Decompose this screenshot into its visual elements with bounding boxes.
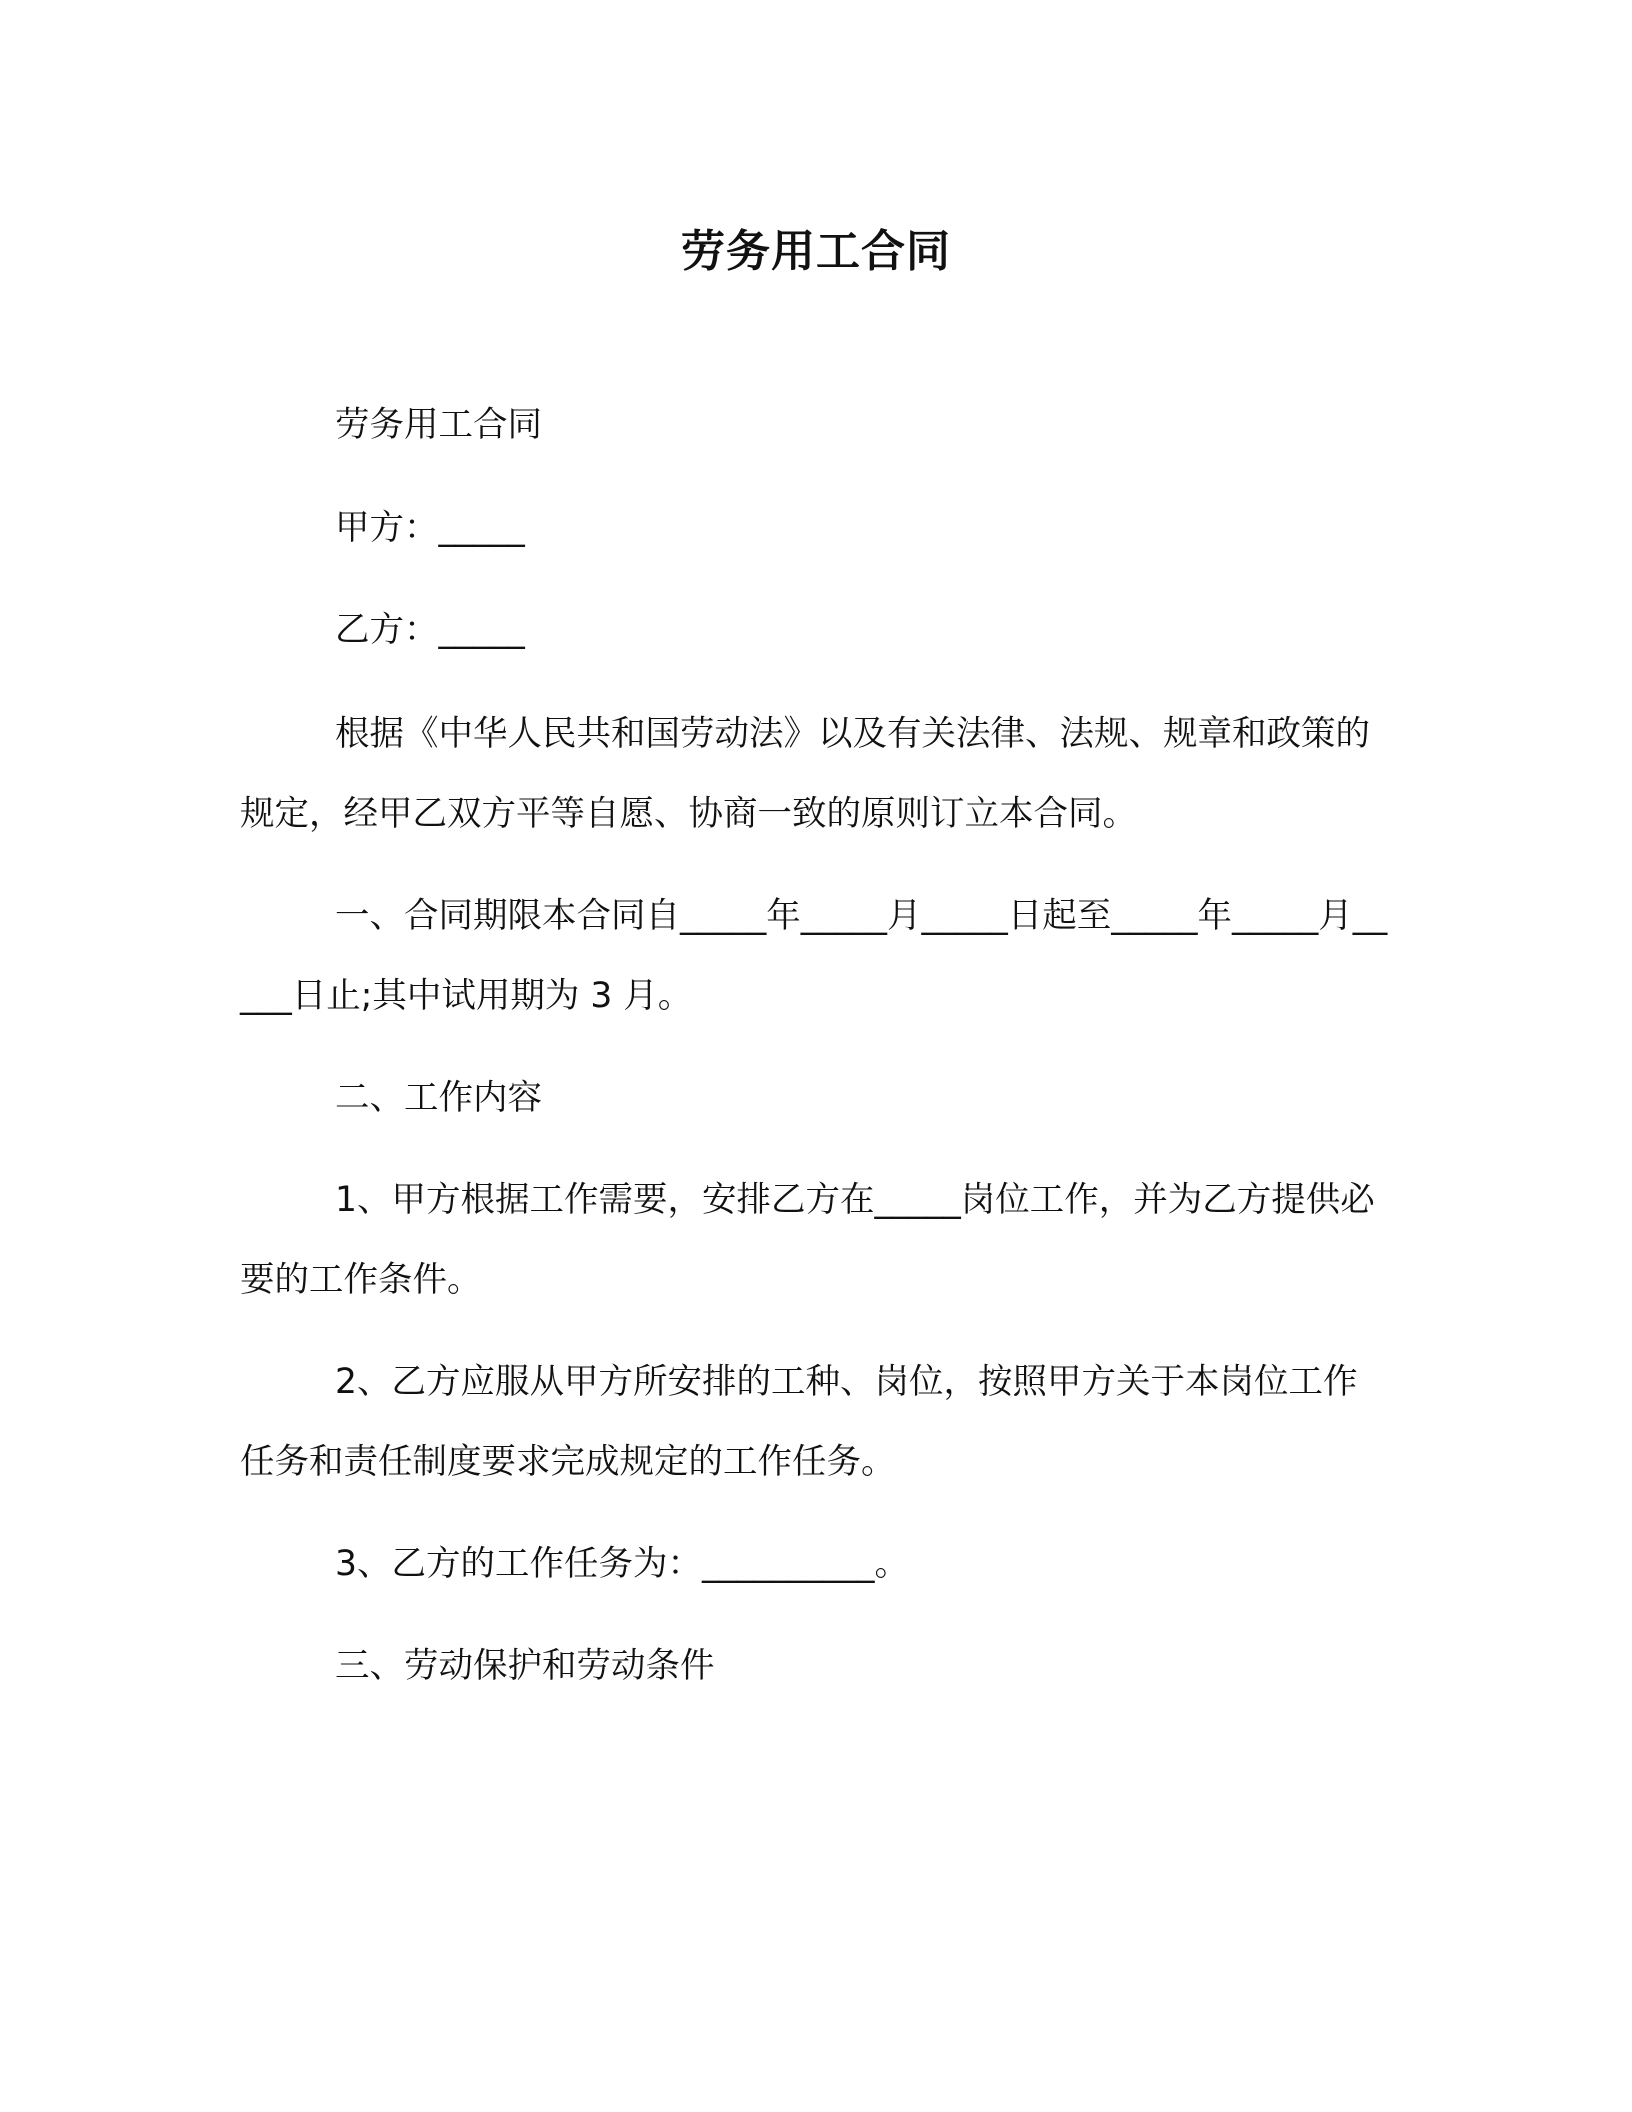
work-item-3: 3、乙方的工作任务为：__________。 [335,1544,909,1584]
party-a-line: 甲方：_____ [335,508,525,548]
section-heading-labor-protection: 三、劳动保护和劳动条件 [335,1646,715,1686]
work-item-2: 2、乙方应服从甲方所安排的工种、岗位，按照甲方关于本岗位工作任务和责任制度要求完成规定的工作任务。 [240,1362,1358,1482]
document-title: 劳务用工合同 [681,226,951,277]
contract-term-paragraph: 一、合同期限本合同自_____年_____月_____日起至_____年_____月_____日止;其中试用期为 3 月。 [240,896,1388,1016]
contract-subtitle: 劳务用工合同 [335,405,542,445]
party-b-line: 乙方：_____ [335,610,525,650]
section-heading-work-content: 二、工作内容 [335,1078,542,1118]
work-item-1: 1、甲方根据工作需要，安排乙方在_____岗位工作，并为乙方提供必要的工作条件。 [240,1180,1375,1300]
intro-paragraph: 根据《中华人民共和国劳动法》以及有关法律、法规、规章和政策的规定，经甲乙双方平等自愿、协商一致的原则订立本合同。 [240,714,1370,834]
